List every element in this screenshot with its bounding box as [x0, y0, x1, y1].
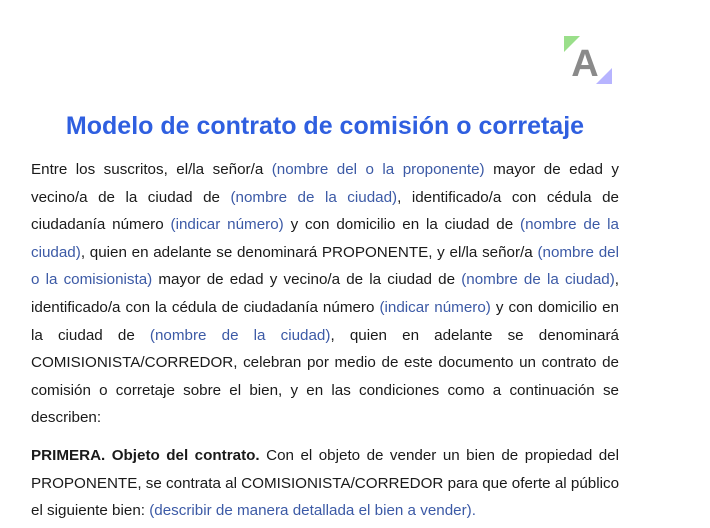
document-title: Modelo de contrato de comisión o corretaje: [65, 112, 585, 140]
placeholder-text: (nombre del o la comisionista): [31, 243, 619, 289]
placeholder-text: (nombre de la ciudad): [31, 216, 619, 261]
placeholder-text: (indicar número): [170, 216, 284, 234]
placeholder-text: (indicar número): [379, 298, 491, 316]
clause-first-paragraph: [31, 442, 619, 525]
logo-mark-icon: [564, 36, 612, 84]
body-text-segment: , quien en adelante se denominará COMISIONISTA/CORREDOR, celebran por medio de este documento un contrato de comisión o corretaje sobre el bien, y en las condiciones como a continuación se describen:: [31, 326, 619, 427]
placeholder-text: (nombre de la ciudad): [149, 326, 331, 344]
logo-letter: A: [571, 43, 599, 84]
body-text-segment: mayor de edad y vecino/a de la ciudad de: [31, 161, 619, 206]
body-text-segment: mayor de edad y vecino/a de la ciudad de: [152, 271, 462, 289]
body-text-segment: y con domicilio en la ciudad de: [283, 216, 521, 234]
brand-logo: [564, 36, 612, 84]
document-body: [31, 156, 619, 525]
body-text-segment: , identificado/a con la cédula de ciudadanía número: [31, 271, 620, 316]
body-text-segment: Entre los suscritos, el/la señor/a: [31, 161, 272, 178]
body-text-segment: , identificado/a con cédula de ciudadanía número: [31, 188, 619, 234]
placeholder-text: (nombre de la ciudad): [461, 271, 615, 289]
placeholder-text: (nombre de la ciudad): [230, 188, 398, 206]
body-text-segment: , quien en adelante se denominará PROPONENTE, y el/la señor/a: [80, 243, 538, 261]
placeholder-text: (describir de manera detallada el bien a vender).: [149, 502, 476, 520]
intro-paragraph: [31, 156, 619, 432]
body-text-segment: Con el objeto de vender un bien de propiedad del PROPONENTE, se contrata al COMISIONISTA/CORREDOR para que oferte al público el siguiente bien:: [31, 446, 620, 520]
placeholder-text: (nombre del o la proponente): [271, 161, 485, 178]
body-text-segment: y con domicilio en la ciudad de: [31, 298, 620, 344]
clause-first-heading: PRIMERA. Objeto del contrato.: [31, 446, 260, 464]
